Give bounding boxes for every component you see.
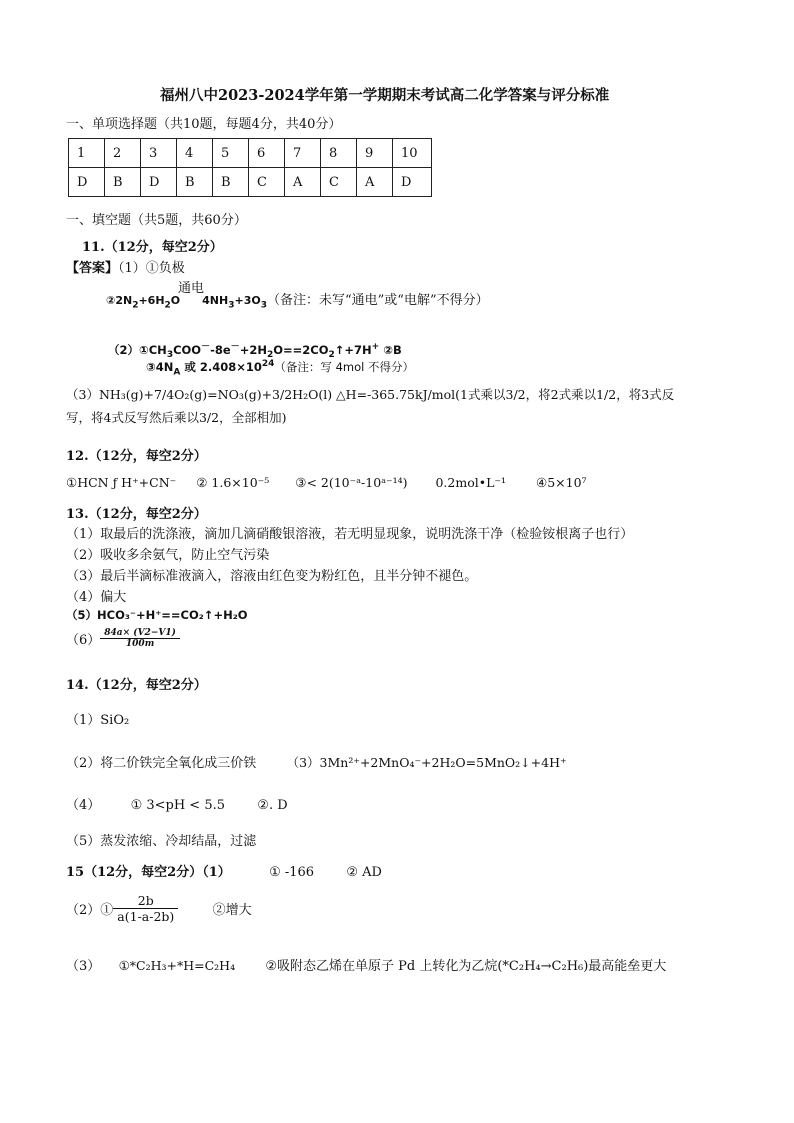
q13-prefix: （6） bbox=[66, 633, 101, 648]
q13-line4: （4）偏大 bbox=[66, 590, 127, 605]
eq-part: +6H bbox=[138, 294, 165, 307]
q15-line3 bbox=[66, 955, 666, 974]
table-cell: 8 bbox=[321, 139, 357, 168]
q14-part3: （3）3Mn²⁺+2MnO₄⁻+2H₂O=5MnO₂↓+4H⁺ bbox=[286, 755, 567, 770]
q15-part2: （2）① bbox=[66, 903, 114, 918]
table-cell: A bbox=[357, 168, 393, 197]
table-cell: 1 bbox=[69, 139, 105, 168]
q12-answer-3b: 0.2mol•L⁻¹ bbox=[435, 475, 507, 490]
formula-numerator: 2b bbox=[113, 893, 178, 909]
table-cell: 5 bbox=[213, 139, 249, 168]
q13-line1: （1）取最后的洗涤液，滴加几滴硝酸银溶液，若无明显现象，说明洗涤干净（检验铵根离子也行） bbox=[66, 527, 634, 542]
section-fill-heading: 一、填空题（共5题，共60分） bbox=[66, 213, 247, 228]
q15-header: 15（12分，每空2分）（1） bbox=[66, 865, 231, 880]
eq-part: （2）①CH bbox=[108, 342, 167, 357]
q15-line1 bbox=[66, 861, 382, 880]
q14-line4: （5）蒸发浓缩、冷却结晶，过滤 bbox=[66, 834, 257, 849]
table-cell: C bbox=[249, 168, 285, 197]
q11-part2-line: $(2)①CH_3COO^--8e^-+2H_2O==2CO_2↑+7H^+$ ②B bbox=[108, 342, 402, 361]
q11-answer-line1 bbox=[66, 257, 185, 276]
q14-part4-b: ②. D bbox=[257, 798, 288, 813]
q11-part1: （1）①负极 bbox=[118, 261, 185, 276]
q14-part4: （4） bbox=[66, 798, 101, 813]
table-cell: C bbox=[321, 168, 357, 197]
q14-line2 bbox=[66, 752, 567, 771]
eq-part: 或 2.408×10 bbox=[184, 360, 262, 374]
q11-header: 11.（12分，每空2分） bbox=[82, 240, 223, 255]
page-title: 福州八中2023-2024学年第一学期期末考试高二化学答案与评分标准 bbox=[160, 87, 610, 104]
formula-denominator: 100m bbox=[125, 639, 155, 649]
table-cell: 7 bbox=[285, 139, 321, 168]
q13-line2: （2）吸收多余氨气，防止空气污染 bbox=[66, 548, 270, 563]
q13-line3: （3）最后半滴标准液滴入，溶液由红色变为粉红色，且半分钟不褪色。 bbox=[66, 569, 478, 584]
table-cell: A bbox=[285, 168, 321, 197]
table-cell: 9 bbox=[357, 139, 393, 168]
table-cell: B bbox=[105, 168, 141, 197]
eq-part: +3O bbox=[234, 294, 261, 307]
q11-part2-line2: $③4N_A$ 或 $2.408\times 10^{24}$（备注：写 4mol 不得分） bbox=[146, 359, 414, 378]
table-cell: 3 bbox=[141, 139, 177, 168]
q12-answers bbox=[66, 475, 587, 490]
table-row-numbers bbox=[69, 139, 432, 168]
eq-part: O bbox=[170, 294, 181, 307]
q12-answer-3: ③< 2(10⁻ᵃ-10ᵃ⁻¹⁴) bbox=[295, 475, 408, 490]
q11-part3-line1: （3）NH₃(g)+7/4O₂(g)=NO₃(g)+3/2H₂O(l) △H=-365.75kJ/mol(1式乘以3/2，将2式乘以1/2，将3式反 bbox=[66, 387, 675, 402]
q11-part3-line2: 写，将4式反写然后乘以3/2，全部相加) bbox=[66, 410, 287, 425]
q13-line6 bbox=[66, 628, 180, 649]
q15-part3-b: ②吸附态乙烯在单原子 Pd 上转化为乙烷(*C₂H₄→C₂H₆)最高能垒更大 bbox=[265, 959, 667, 974]
eq-part: 4NH bbox=[202, 294, 229, 307]
q14-part2: （2）将二价铁完全氧化成三价铁 bbox=[66, 756, 257, 771]
table-cell: 10 bbox=[393, 139, 432, 168]
q15-line2 bbox=[66, 893, 252, 924]
q15-part2-b: ②增大 bbox=[212, 903, 252, 918]
q13-header: 13.（12分，每空2分） bbox=[66, 507, 207, 522]
eq-part: +2H bbox=[239, 342, 267, 357]
q13-line5: （5）HCO₃⁻+H⁺==CO₂↑+H₂O bbox=[66, 608, 248, 622]
table-cell: D bbox=[141, 168, 177, 197]
q11-condition-above: 通电 bbox=[178, 281, 205, 296]
q12-answer-2: ② 1.6×10⁻⁵ bbox=[196, 475, 270, 490]
formula-numerator: 84a× (V2−V1) bbox=[100, 628, 180, 639]
eq-part: COO bbox=[173, 342, 202, 357]
q11-equation-electrolysis: $②2N_2+6H_2O$ $4NH_3+3O_3$（备注：未写“通电”或“电解”不得分） bbox=[106, 293, 489, 311]
q14-line1: （1）SiO₂ bbox=[66, 713, 130, 728]
q15-part3-a: ①*C₂H₃+*H=C₂H₄ bbox=[118, 958, 236, 973]
table-cell: B bbox=[177, 168, 213, 197]
table-cell: D bbox=[69, 168, 105, 197]
q14-line3 bbox=[66, 794, 288, 813]
q12-header: 12.（12分，每空2分） bbox=[66, 449, 207, 464]
q13-formula bbox=[100, 628, 180, 649]
table-cell: D bbox=[393, 168, 432, 197]
q11-note2: （备注：写 4mol 不得分） bbox=[274, 360, 414, 374]
eq-part: ↑+7H bbox=[334, 342, 372, 357]
section-choice-heading: 一、单项选择题（共10题，每题4分，共40分） bbox=[66, 117, 342, 132]
choice-answer-table bbox=[68, 138, 432, 197]
q12-answer-1: ①HCN ƒ H⁺+CN⁻ bbox=[66, 475, 177, 490]
eq-part: O==2CO bbox=[273, 342, 329, 357]
table-cell: 2 bbox=[105, 139, 141, 168]
eq-part: ②B bbox=[379, 342, 402, 357]
table-row-answers bbox=[69, 168, 432, 197]
eq-part: ③4N bbox=[146, 360, 174, 374]
q14-header: 14.（12分，每空2分） bbox=[66, 678, 207, 693]
table-cell: B bbox=[213, 168, 249, 197]
q15-formula bbox=[113, 893, 178, 924]
formula-denominator: a(1-a-2b) bbox=[117, 909, 175, 924]
q12-answer-4: ④5×10⁷ bbox=[536, 475, 587, 490]
eq-part: ②2N bbox=[106, 294, 133, 307]
q15-answer-1: ① -166 bbox=[269, 865, 315, 880]
table-cell: 6 bbox=[249, 139, 285, 168]
eq-part: -8e bbox=[210, 342, 231, 357]
q14-part4-a: ① 3<pH < 5.5 bbox=[130, 798, 226, 813]
table-cell: 4 bbox=[177, 139, 213, 168]
q15-answer-2: ② AD bbox=[346, 865, 382, 880]
q15-part3: （3） bbox=[66, 959, 101, 974]
answer-label: 【答案】 bbox=[66, 261, 119, 276]
q11-note: （备注：未写“通电”或“电解”不得分） bbox=[267, 293, 489, 308]
